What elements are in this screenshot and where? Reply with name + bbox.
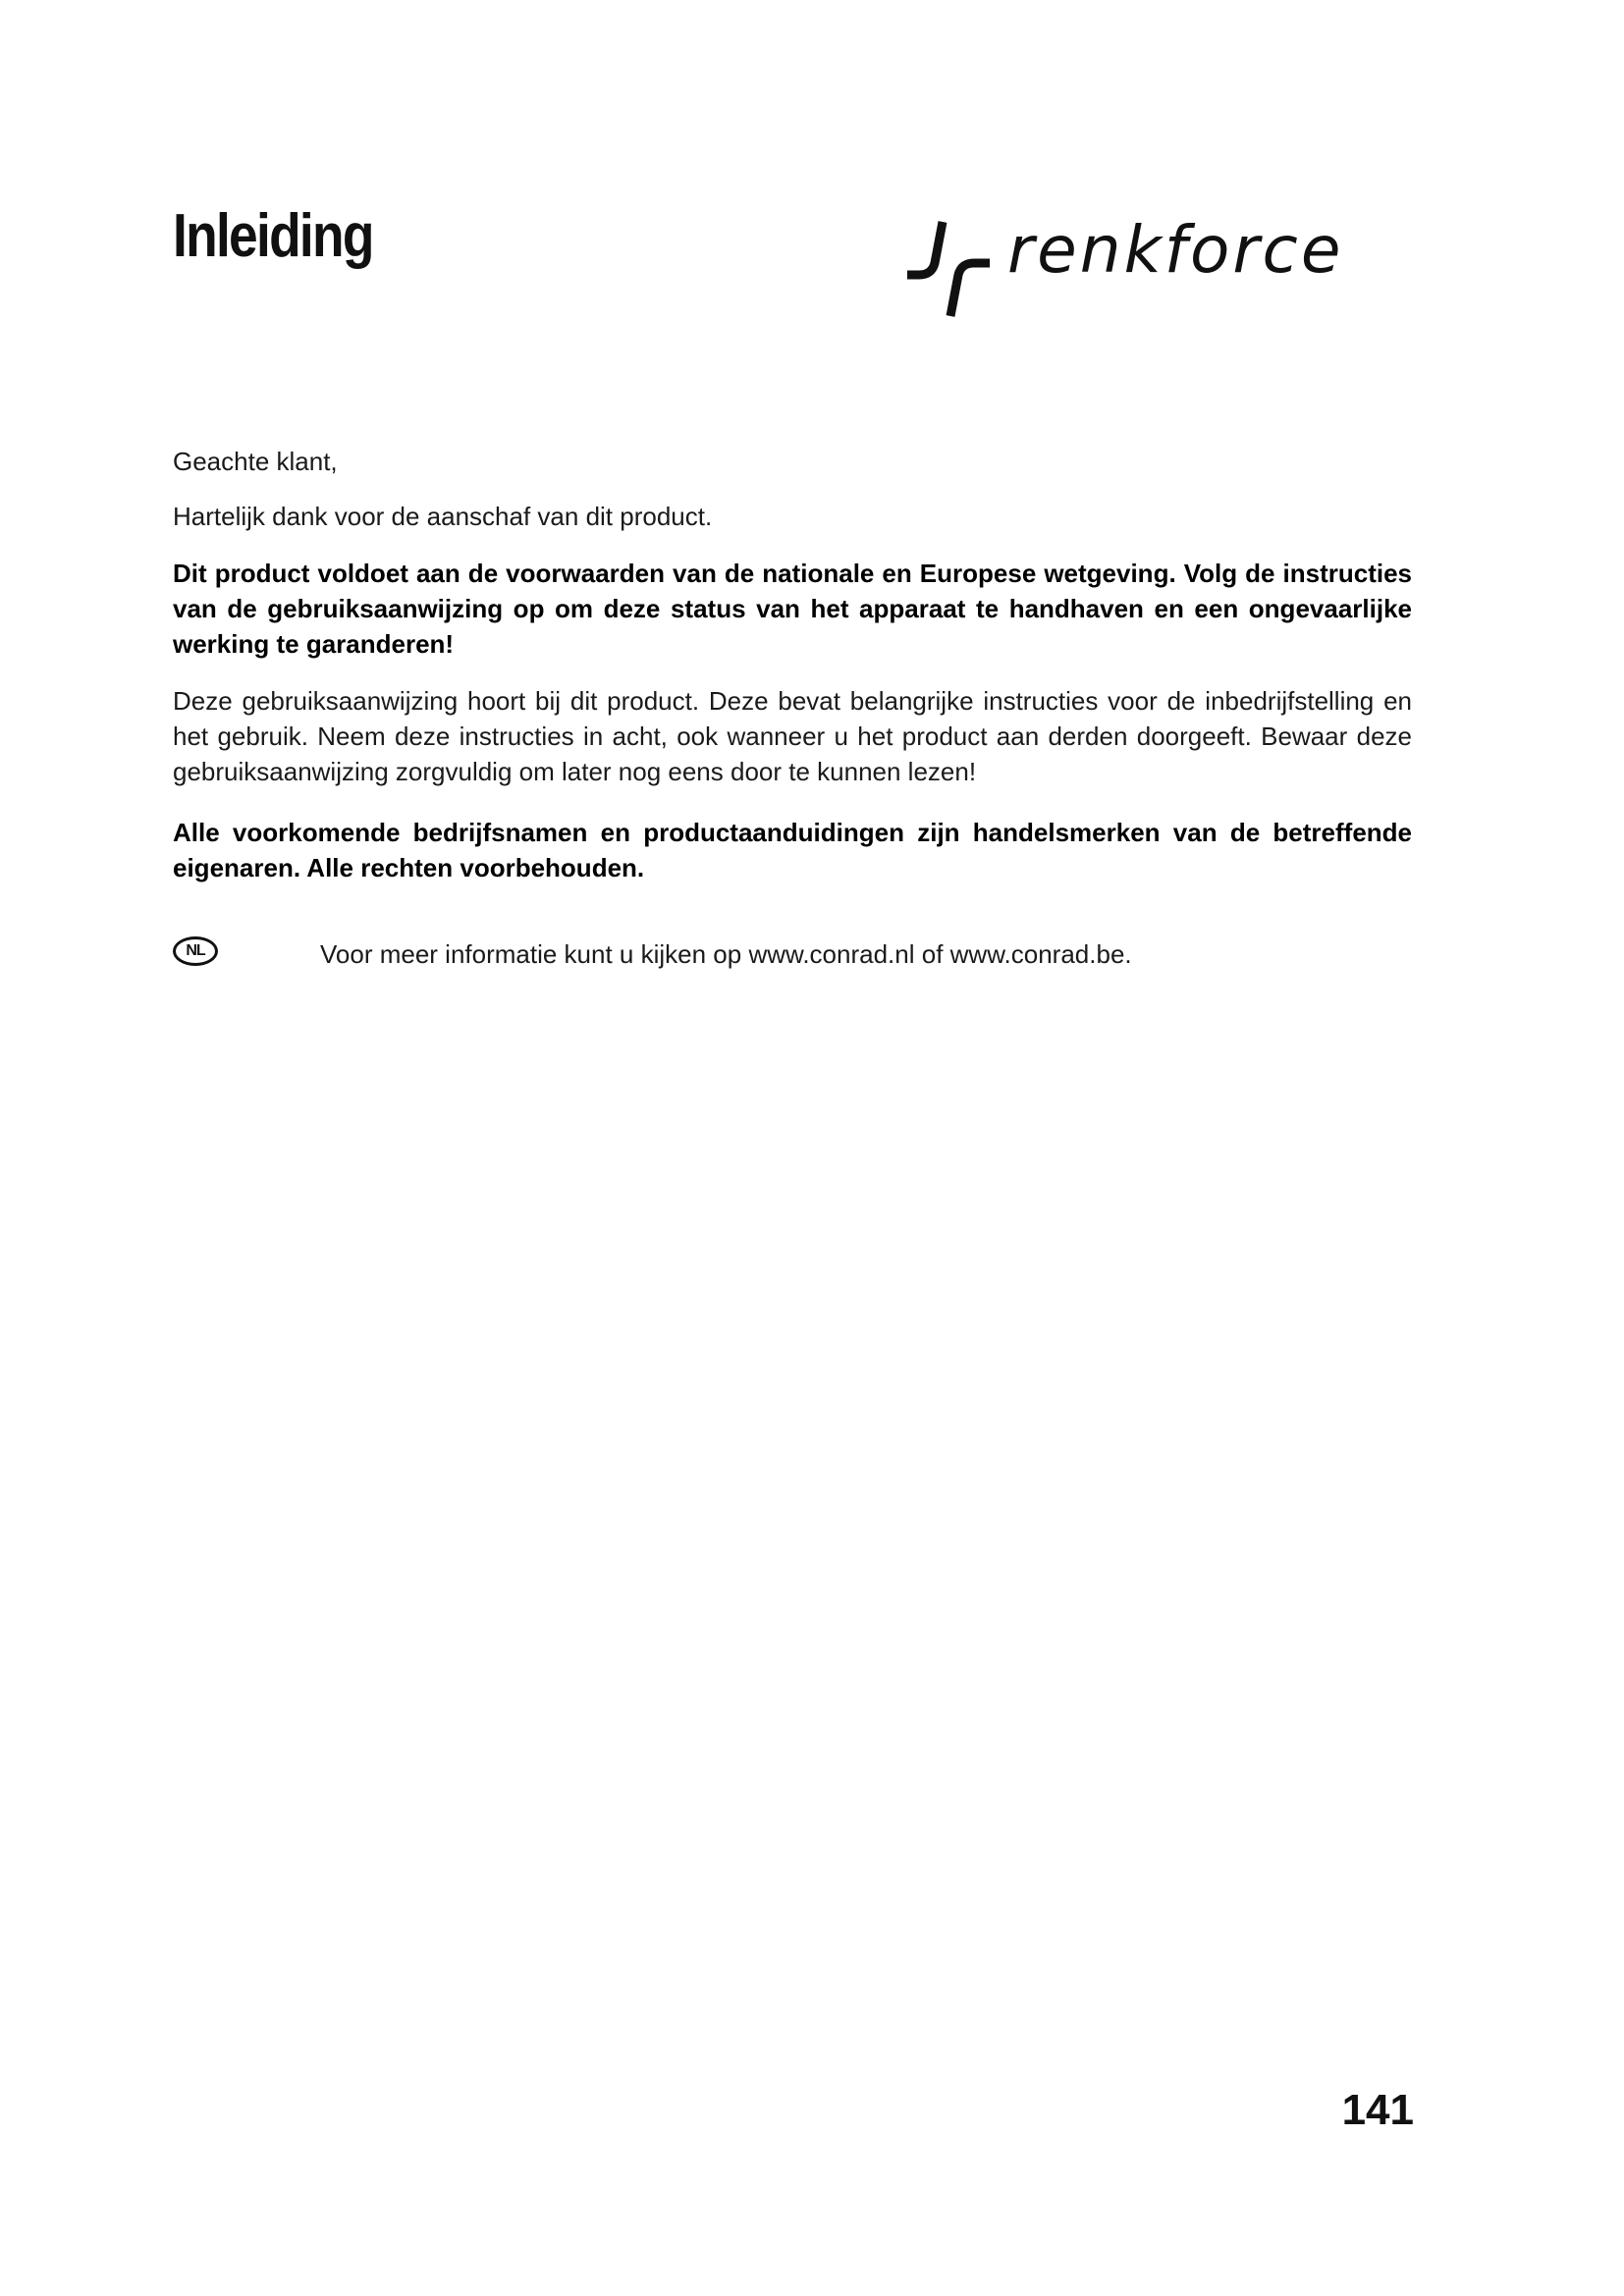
salutation: Geachte klant, [173,447,338,476]
page-title: Inleiding [173,202,373,270]
renkforce-logo-icon [899,214,998,322]
manual-note: Deze gebruiksaanwijzing hoort bij dit product. Deze bevat belangrijke instructies voor de inbedrijfstelling en het gebruik. Neem deze instructies in acht, ook wanneer u het product aan derden doorgeeft. Bewaar deze gebruiksaanwijzing zorgvuldig om later nog eens door te kunnen lezen! [173,686,1412,786]
info-text: Voor meer informatie kunt u kijken op www.conrad.nl of www.conrad.be. [320,939,1132,969]
compliance-notice: Dit product voldoet aan de voorwaarden van de nationale en Europese wetgeving. Volg de instructies van de gebruiksaanwijzing op om deze status van het apparaat te handhaven en een ongevaarlijke werking te garanderen! [173,559,1412,659]
page-number: 141 [1341,2086,1414,2134]
nl-country-badge: NL [173,936,218,966]
logo-wordmark: renkforce [1007,212,1344,288]
thanks-text: Hartelijk dank voor de aanschaf van dit product. [173,502,713,531]
brand-logo [899,214,1410,322]
trademark-notice: Alle voorkomende bedrijfsnamen en productaanduidingen zijn handelsmerken van de betreffende eigenaren. Alle rechten voorbehouden. [173,818,1412,882]
info-row [173,936,1412,976]
intro-content [173,444,1412,885]
